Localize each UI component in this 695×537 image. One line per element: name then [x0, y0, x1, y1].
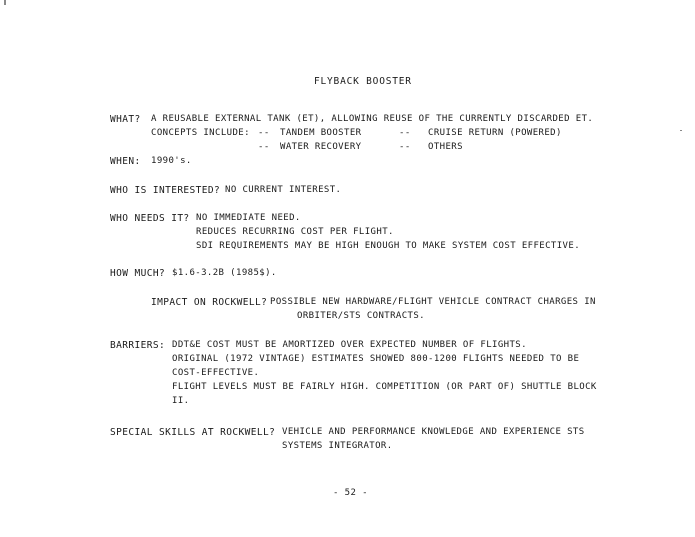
who-needs-line: SDI REQUIREMENTS MAY BE HIGH ENOUGH TO MAKE SYSTEM COST EFFECTIVE.	[196, 241, 581, 251]
how-much-text: $1.6-3.2B (1985$).	[172, 268, 277, 278]
who-needs-line: REDUCES RECURRING COST PER FLIGHT.	[196, 227, 394, 237]
barriers-line: COST-EFFECTIVE.	[172, 368, 260, 378]
when-text: 1990's.	[151, 156, 192, 166]
who-interested-label: WHO IS INTERESTED?	[110, 185, 221, 196]
what-label: WHAT?	[110, 114, 141, 125]
who-needs-line: NO IMMEDIATE NEED.	[196, 213, 301, 223]
concept-dash: --	[399, 142, 411, 152]
impact-label: IMPACT ON ROCKWELL?	[151, 297, 268, 308]
when-label: WHEN:	[110, 156, 141, 167]
barriers-line: DDT&E COST MUST BE AMORTIZED OVER EXPECTED NUMBER OF FLIGHTS.	[172, 340, 527, 350]
barriers-label: BARRIERS:	[110, 340, 166, 351]
special-skills-line: VEHICLE AND PERFORMANCE KNOWLEDGE AND EXPERIENCE STS	[282, 427, 585, 437]
barriers-line: FLIGHT LEVELS MUST BE FAIRLY HIGH. COMPETITION (OR PART OF) SHUTTLE BLOCK	[172, 382, 597, 392]
concept-item: WATER RECOVERY	[280, 142, 362, 152]
barriers-line: II.	[172, 396, 190, 406]
how-much-label: HOW MUCH?	[110, 268, 166, 279]
page-number: - 52 -	[333, 488, 368, 498]
who-interested-text: NO CURRENT INTEREST.	[225, 185, 342, 195]
scan-mark-right	[680, 130, 682, 131]
concept-dash: --	[399, 128, 411, 138]
concept-dash: --	[258, 142, 270, 152]
barriers-line: ORIGINAL (1972 VINTAGE) ESTIMATES SHOWED 800-1200 FLIGHTS NEEDED TO BE	[172, 354, 580, 364]
document-title: FLYBACK BOOSTER	[314, 76, 412, 87]
what-text: A REUSABLE EXTERNAL TANK (ET), ALLOWING REUSE OF THE CURRENTLY DISCARDED ET.	[151, 114, 594, 124]
who-needs-label: WHO NEEDS IT?	[110, 213, 190, 224]
scan-mark-top-left	[4, 0, 6, 5]
concepts-label: CONCEPTS INCLUDE:	[151, 128, 250, 138]
impact-line: POSSIBLE NEW HARDWARE/FLIGHT VEHICLE CONTRACT CHARGES IN	[270, 297, 596, 307]
impact-line: ORBITER/STS CONTRACTS.	[297, 311, 426, 321]
concept-item: OTHERS	[428, 142, 463, 152]
concept-item: CRUISE RETURN (POWERED)	[428, 128, 562, 138]
concept-item: TANDEM BOOSTER	[280, 128, 362, 138]
concept-dash: --	[258, 128, 270, 138]
special-skills-label: SPECIAL SKILLS AT ROCKWELL?	[110, 427, 276, 438]
special-skills-line: SYSTEMS INTEGRATOR.	[282, 441, 393, 451]
